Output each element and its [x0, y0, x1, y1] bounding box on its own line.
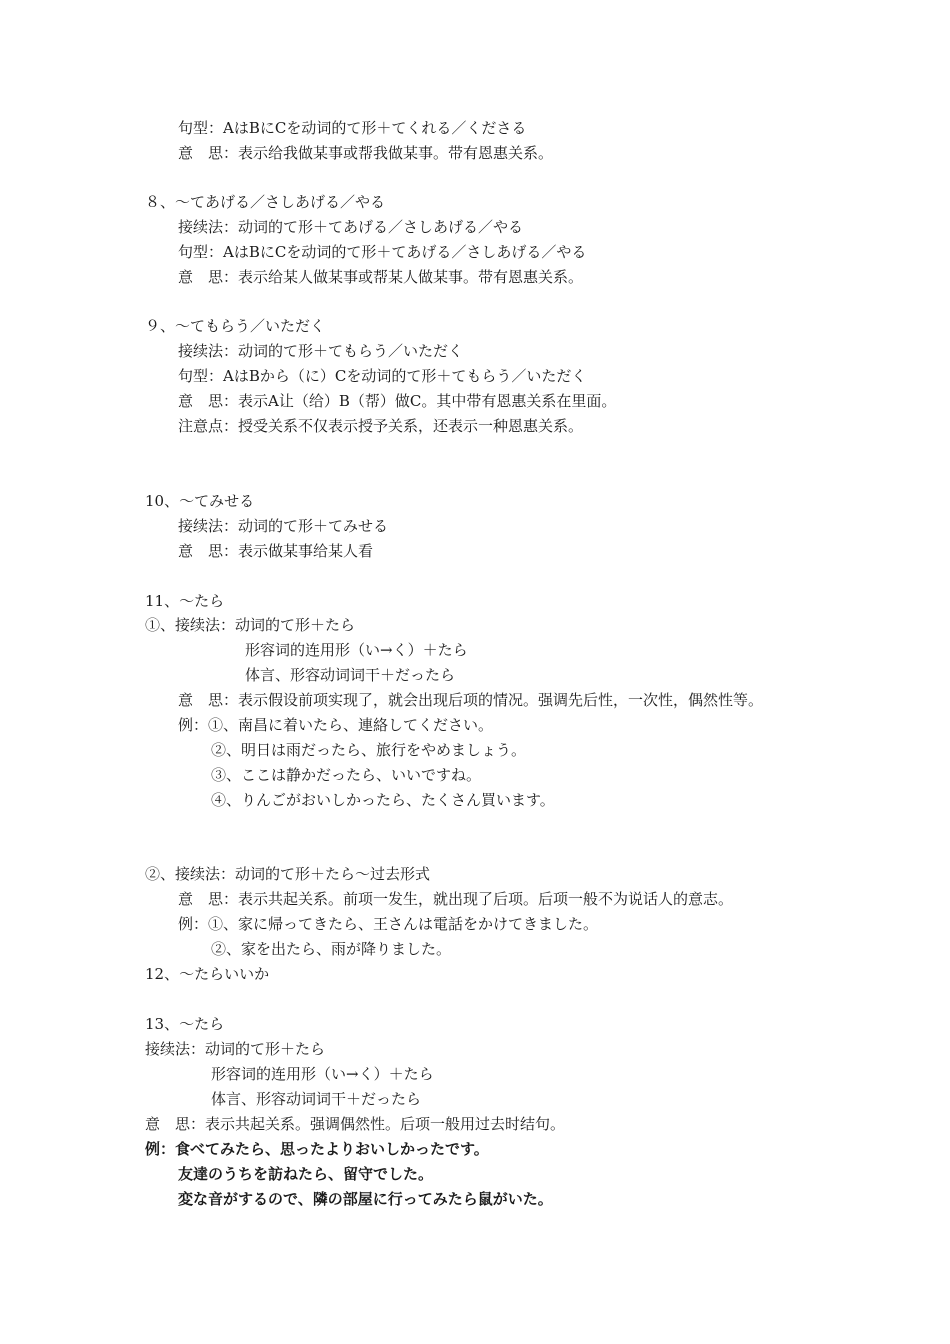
section-11-part2-example: 例：①、家に帰ってきたら、王さんは電話をかけてきました。 — [178, 915, 599, 933]
section-11-part1-connection-3: 体言、形容动词词干＋だったら — [245, 666, 456, 684]
section-11-part2-connection: ②、接续法：动词的て形＋たら～过去形式 — [145, 865, 431, 883]
section-11-part2-example: ②、家を出たら、雨が降りました。 — [211, 940, 452, 958]
section-9-pattern: 句型：AはBから（に）Cを动词的て形＋てもらう／いただく — [178, 367, 587, 385]
section-13-connection-2: 形容词的连用形（い→く）＋たら — [211, 1065, 434, 1083]
section-7-meaning: 意 思：表示给我做某事或帮我做某事。带有恩惠关系。 — [178, 144, 554, 162]
section-11-part1-connection-2: 形容词的连用形（い→く）＋たら — [245, 641, 468, 659]
section-8-pattern: 句型：AはBにCを动词的て形＋てあげる／さしあげる／やる — [178, 243, 587, 261]
section-11-part1-example: ③、ここは静かだったら、いいですね。 — [211, 766, 482, 784]
section-9-note: 注意点：授受关系不仅表示授予关系，还表示一种恩惠关系。 — [178, 417, 584, 435]
section-11-part1-example: ②、明日は雨だったら、旅行をやめましょう。 — [211, 741, 527, 759]
section-9-connection: 接续法：动词的て形＋てもらう／いただく — [178, 342, 464, 360]
section-11-part1-example: 例：①、南昌に着いたら、連絡してください。 — [178, 716, 494, 734]
section-10-connection: 接续法：动词的て形＋てみせる — [178, 517, 389, 535]
section-11-part2-meaning: 意 思：表示共起关系。前项一发生，就出现了后项。后项一般不为说话人的意志。 — [178, 890, 734, 908]
section-13-example: 変な音がするので、隣の部屋に行ってみたら鼠がいた。 — [178, 1190, 553, 1208]
section-9-heading: ９、～てもらう／いただく — [145, 317, 326, 335]
section-11-part1-meaning: 意 思：表示假设前项实现了，就会出现后项的情况。强调先后性，一次性，偶然性等。 — [178, 691, 764, 709]
section-13-connection-3: 体言、形容动词词干＋だったら — [211, 1090, 422, 1108]
section-10-meaning: 意 思：表示做某事给某人看 — [178, 542, 374, 560]
section-11-heading: 11、～たら — [145, 592, 225, 610]
section-8-meaning: 意 思：表示给某人做某事或帮某人做某事。带有恩惠关系。 — [178, 268, 584, 286]
section-8-connection: 接续法：动词的て形＋てあげる／さしあげる／やる — [178, 218, 524, 236]
section-11-part1-connection: ①、接续法：动词的て形＋たら — [145, 616, 356, 634]
section-13-connection: 接续法：动词的て形＋たら — [145, 1040, 326, 1058]
section-7-pattern: 句型：AはBにCを动词的て形＋てくれる／くださる — [178, 119, 527, 137]
section-8-heading: ８、～てあげる／さしあげる／やる — [145, 193, 386, 211]
section-12-heading: 12、～たらいいか — [145, 965, 270, 983]
section-10-heading: 10、～てみせる — [145, 492, 255, 510]
section-13-example: 例：食べてみたら、思ったよりおいしかったです。 — [145, 1140, 489, 1158]
section-13-example: 友達のうちを訪ねたら、留守でした。 — [178, 1165, 434, 1183]
section-13-heading: 13、～たら — [145, 1015, 225, 1033]
section-11-part1-example: ④、りんごがおいしかったら、たくさん買います。 — [211, 791, 555, 809]
section-13-meaning: 意 思：表示共起关系。强调偶然性。后项一般用过去时结句。 — [145, 1115, 566, 1133]
section-9-meaning: 意 思：表示A让（给）B（帮）做C。其中带有恩惠关系在里面。 — [178, 392, 617, 410]
